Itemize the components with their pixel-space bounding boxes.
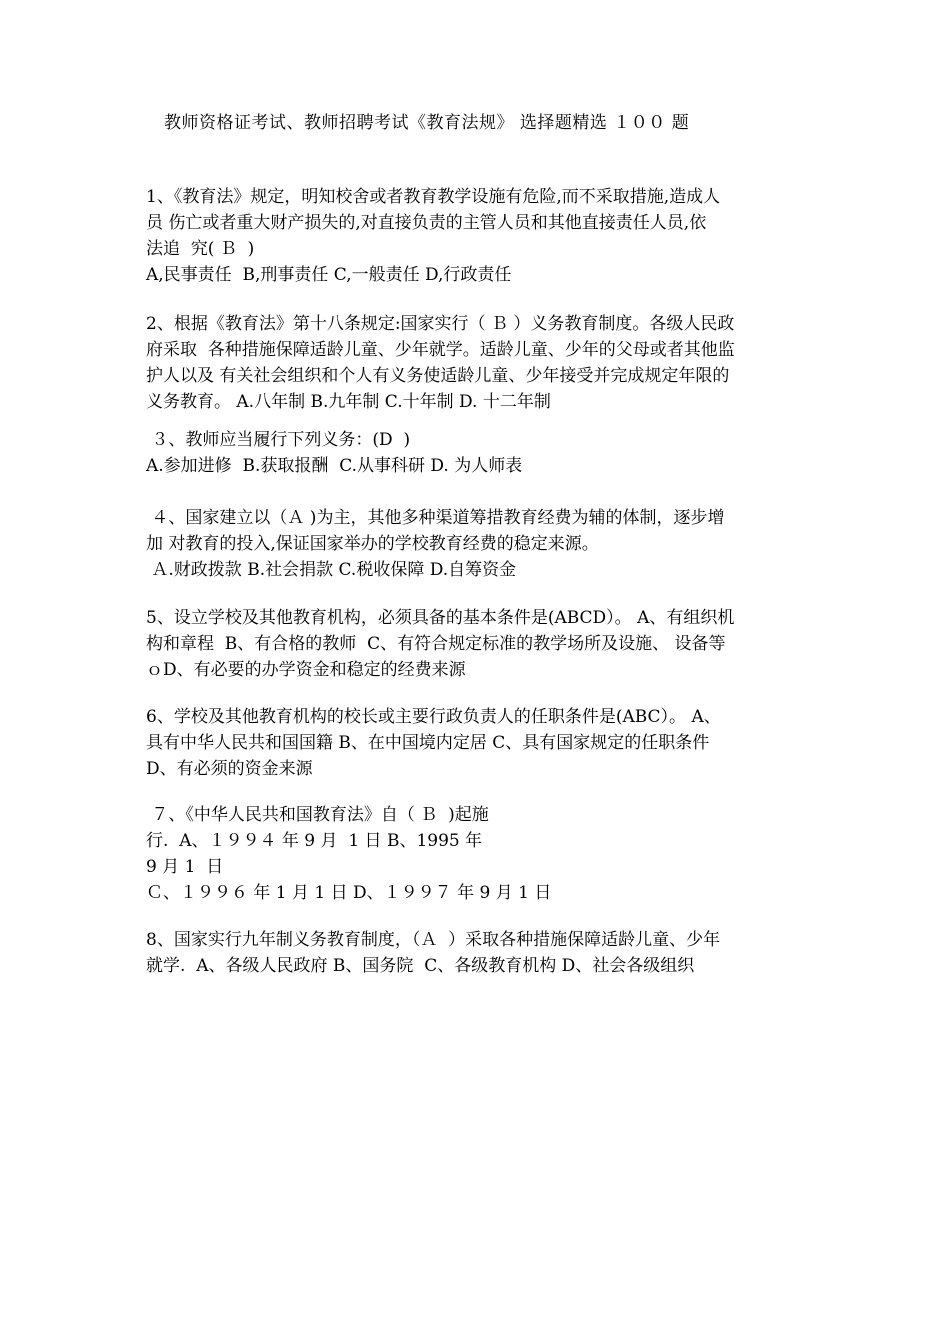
question-1 [146, 184, 814, 288]
question-line: 法追 究( Ｂ ) [146, 239, 255, 259]
question-options: Ａ.财政拨款 B.社会捐款 C.税收保障 D.自筹资金 [146, 560, 517, 580]
question-line: ４、国家建立以（Ａ )为主，其他多种渠道筹措教育经费为辅的体制，逐步增 [146, 508, 725, 528]
question-line: 构和章程 B、有合格的教师 C、有符合规定标准的教学场所及设施、 设备等 [146, 634, 726, 654]
question-line: 行. A、１９９４ 年 9 月 1 日 B、1995 年 [146, 831, 483, 851]
question-6 [146, 704, 814, 782]
document-title: 教师资格证考试、教师招聘考试《教育法规》 选择题精选 １００ 题 [164, 113, 690, 133]
question-line: 1、《教育法》规定，明知校舍或者教育教学设施有危险,而不采取措施,造成人 [146, 187, 721, 207]
question-8 [146, 927, 814, 979]
question-options: 义务教育。 A.八年制 B.九年制 C.十年制 D. 十二年制 [146, 392, 551, 412]
question-2 [146, 311, 814, 415]
question-line: 加 对教育的投入,保证国家举办的学校教育经费的稳定来源。 [146, 534, 599, 554]
question-line: 护人以及 有关社会组织和个人有义务使适龄儿童、少年接受并完成规定年限的 [146, 366, 730, 386]
question-line: D、有必须的资金来源 [146, 759, 313, 779]
question-options: A,民事责任 B,刑事责任 C,一般责任 D,行政责任 [146, 265, 512, 285]
question-line: 2、根据《教育法》第十八条规定:国家实行（ Ｂ ）义务教育制度。各级人民政 [146, 314, 735, 334]
question-options: 就学. A、各级人民政府 B、国务院 C、各级教育机构 D、社会各级组织 [146, 956, 695, 976]
question-line: ｏD、有必要的办学资金和稳定的经费来源 [146, 660, 466, 680]
question-line: 9 月 1 日 [146, 857, 224, 877]
question-line: 6、学校及其他教育机构的校长或主要行政负责人的任职条件是(ABC）。 A、 [146, 707, 721, 727]
question-4 [146, 505, 814, 583]
question-line: 员 伤亡或者重大财产损失的,对直接负责的主管人员和其他直接责任人员,依 [146, 213, 707, 233]
question-line: ３、教师应当履行下列义务：(D ) [146, 430, 411, 450]
question-line: 8、国家实行九年制义务教育制度，（Ａ ）采取各种措施保障适龄儿童、少年 [146, 930, 721, 950]
question-options: Ｃ、１９９６ 年 1 月 1 日 D、１９９７ 年 9 月 1 日 [146, 883, 552, 903]
question-line: 府采取 各种措施保障适龄儿童、少年就学。适龄儿童、少年的父母或者其他监 [146, 340, 735, 360]
question-options: A.参加进修 B.获取报酬 C.从事科研 D. 为人师表 [146, 456, 523, 476]
question-5 [146, 605, 814, 683]
question-3 [146, 427, 814, 479]
question-line: 具有中华人民共和国国籍 B、在中国境内定居 C、具有国家规定的任职条件 [146, 733, 710, 753]
question-line: 5、设立学校及其他教育机构，必须具备的基本条件是(ABCD）。 A、有组织机 [146, 608, 735, 628]
question-7 [146, 802, 814, 906]
question-line: ７、《中华人民共和国教育法》自（ Ｂ )起施 [146, 805, 489, 825]
